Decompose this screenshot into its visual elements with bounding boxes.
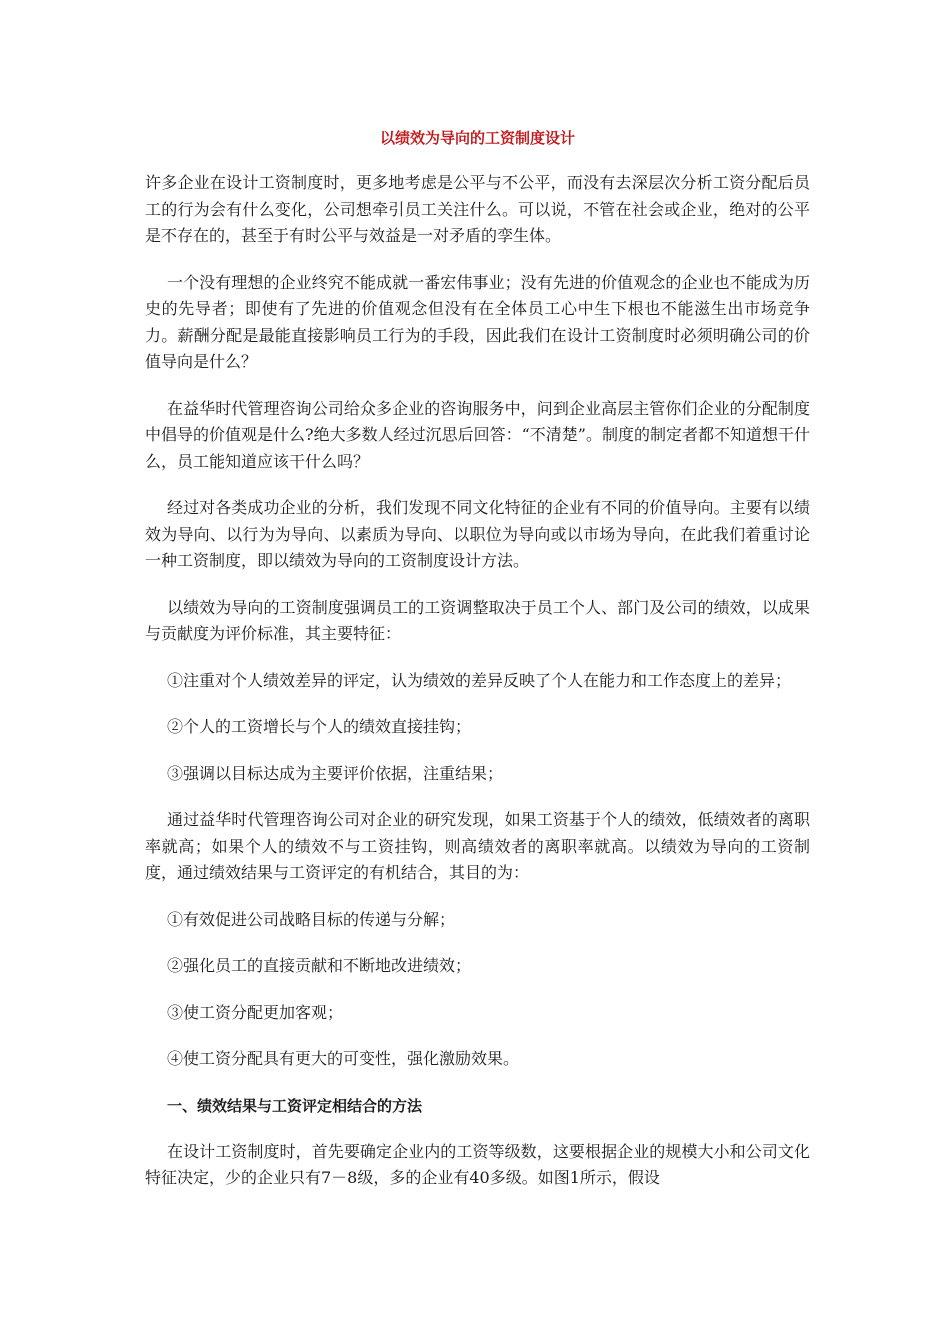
purpose-item-3: ③使工资分配更加客观； xyxy=(167,1002,344,1022)
paragraph-6: 通过益华时代管理咨询公司对企业的研究发现，如果工资基于个人的绩效，低绩效者的离职率就高；如果个人的绩效不与工资挂钩，则高绩效者的离职率就高。以绩效为导向的工资制度，通过绩效结果与工资评定的有机结合，其目的为： xyxy=(145,810,810,882)
purpose-item-1: ①有效促进公司战略目标的传递与分解； xyxy=(167,909,456,929)
paragraph-4: 经过对各类成功企业的分析，我们发现不同文化特征的企业有不同的价值导向。主要有以绩效为导向、以行为为导向、以素质为导向、以职位为导向或以市场为导向，在此我们着重讨论一种工资制度，即以绩效为导向的工资制度设计方法。 xyxy=(145,498,810,570)
section-paragraph: 在设计工资制度时，首先要确定企业内的工资等级数，这要根据企业的规模大小和公司文化特征决定，少的企业只有7－8级，多的企业有40多级。如图1所示，假设 xyxy=(145,1141,810,1187)
paragraph-5: 以绩效为导向的工资制度强调员工的工资调整取决于员工个人、部门及公司的绩效，以成果与贡献度为评价标准，其主要特征： xyxy=(145,597,810,643)
document-title: 以绩效为导向的工资制度设计 xyxy=(379,129,575,147)
purpose-item-4: ④使工资分配具有更大的可变性，强化激励效果。 xyxy=(167,1049,520,1068)
paragraph-3: 在益华时代管理咨询公司给众多企业的咨询服务中，问到企业高层主管你们企业的分配制度中倡导的价值观是什么?绝大多数人经过沉思后回答：“不清楚”。制度的制定者都不知道想干什么，员工能知道应该干什么吗？ xyxy=(145,398,810,471)
feature-item-2: ②个人的工资增长与个人的绩效直接挂钩； xyxy=(167,717,472,736)
paragraph-1: 许多企业在设计工资制度时，更多地考虑是公平与不公平，而没有去深层次分析工资分配后员工的行为会有什么变化，公司想牵引员工关注什么。可以说，不管在社会或企业，绝对的公平是不存在的，甚至于有时公平与效益是一对矛盾的孪生体。 xyxy=(145,173,810,245)
section-heading: 一、绩效结果与工资评定相结合的方法 xyxy=(167,1096,423,1115)
purpose-item-2: ②强化员工的直接贡献和不断地改进绩效； xyxy=(167,956,472,975)
feature-item-1: ①注重对个人绩效差异的评定，认为绩效的差异反映了个人在能力和工作态度上的差异； xyxy=(167,670,792,690)
paragraph-2: 一个没有理想的企业终究不能成就一番宏伟事业；没有先进的价值观念的企业也不能成为历史的先导者；即使有了先进的价值观念但没有在全体员工心中生下根也不能滋生出市场竞争力。薪酬分配是最能直接影响员工行为的手段，因此我们在设计工资制度时必须明确公司的价值导向是什么？ xyxy=(145,272,810,371)
feature-item-3: ③强调以目标达成为主要评价依据，注重结果； xyxy=(167,763,504,783)
document-body xyxy=(145,128,810,1212)
